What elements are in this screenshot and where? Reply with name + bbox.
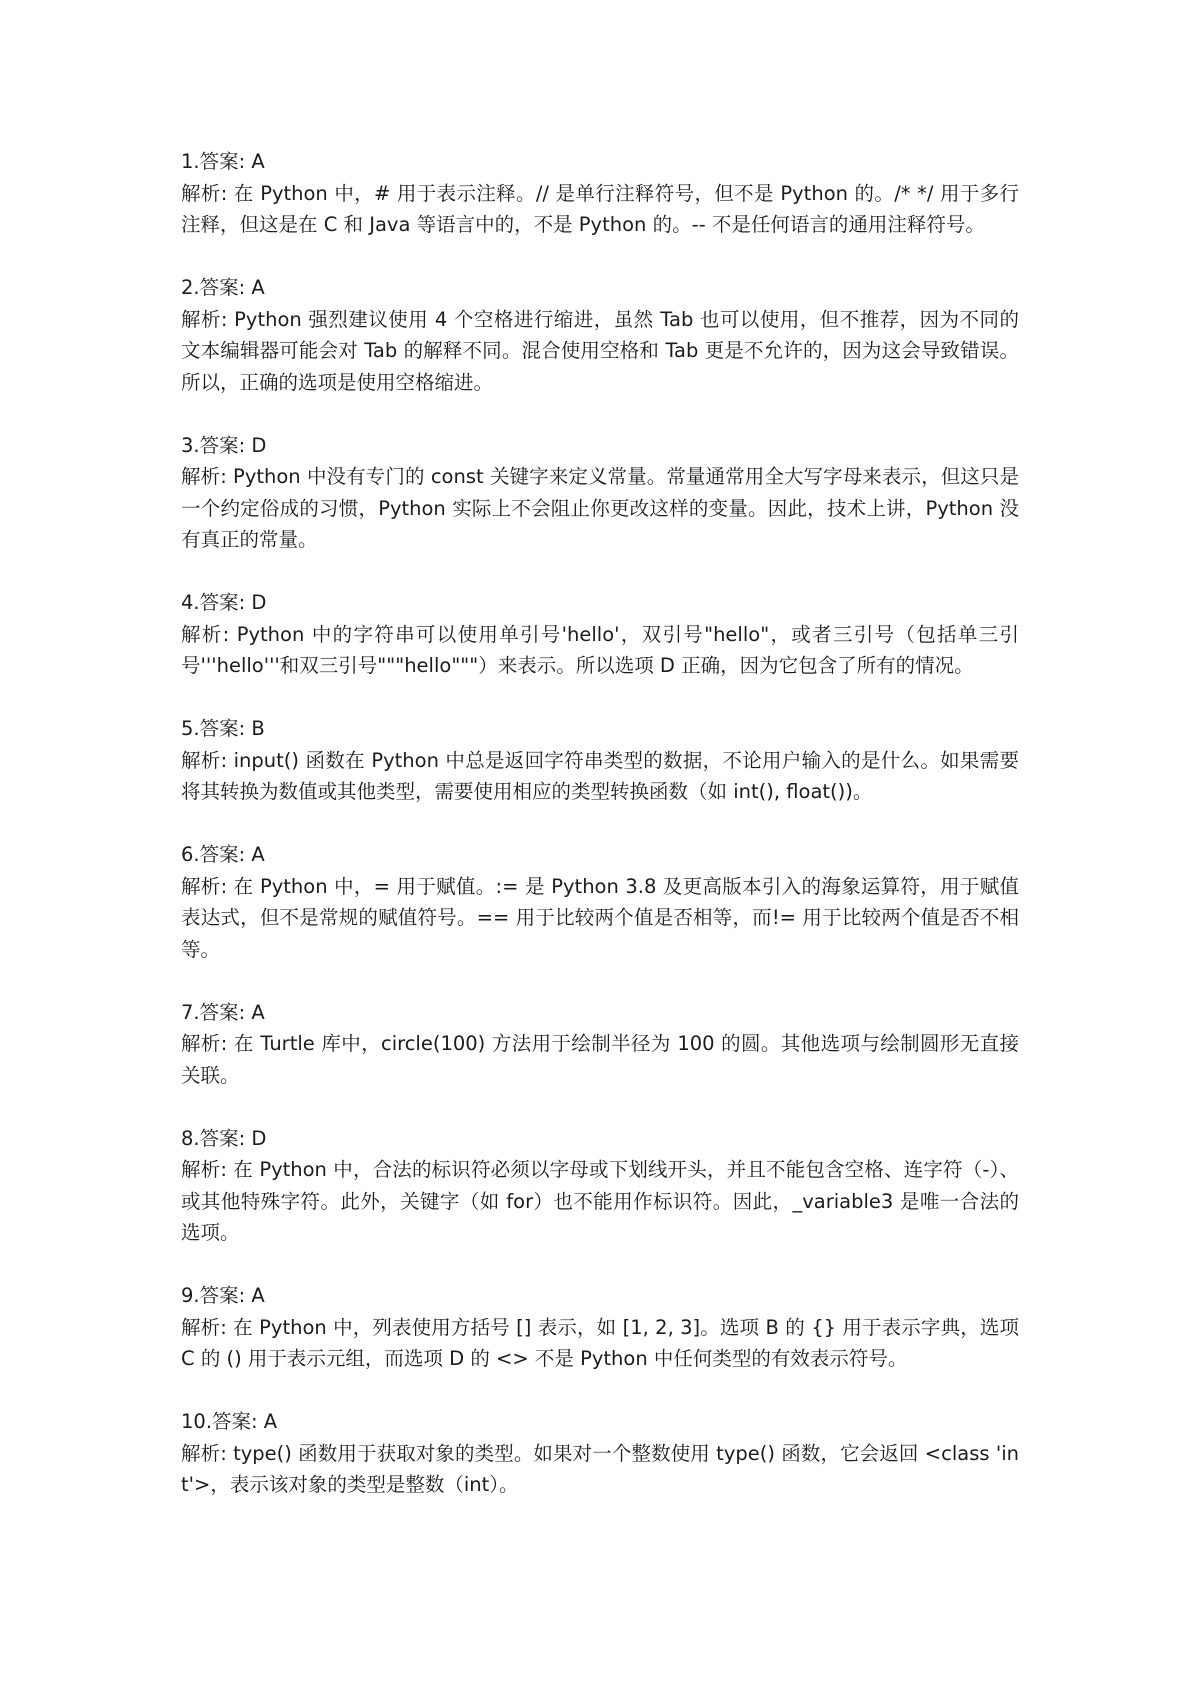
answer-label: 5.答案: B (181, 717, 265, 740)
answer-label: 10.答案: A (181, 1410, 278, 1433)
analysis-text: 解析: input() 函数在 Python 中总是返回字符串类型的数据，不论用户输入的是什么。如果需要将其转换为数值或其他类型，需要使用相应的类型转换函数（如 int(), float())。 (181, 748, 1019, 803)
answer-label: 2.答案: A (181, 276, 265, 299)
analysis-text: 解析: Python 中没有专门的 const 关键字来定义常量。常量通常用全大写字母来表示，但这只是一个约定俗成的习惯，Python 实际上不会阻止你更改这样的变量。因此，技术上讲，Python 没有真正的常量。 (181, 465, 1019, 551)
answer-label: 9.答案: A (181, 1284, 265, 1307)
answer-label: 6.答案: A (181, 843, 265, 866)
answer-item-2 (181, 272, 1019, 398)
analysis-text: 解析: Python 强烈建议使用 4 个空格进行缩进，虽然 Tab 也可以使用，但不推荐，因为不同的文本编辑器可能会对 Tab 的解释不同。混合使用空格和 Tab 更是不允许的，因为这会导致错误。所以，正确的选项是使用空格缩进。 (181, 307, 1019, 394)
answer-item-7 (181, 997, 1019, 1092)
answer-label: 1.答案: A (181, 150, 265, 173)
answer-item-4 (181, 587, 1019, 682)
answer-label: 4.答案: D (181, 591, 267, 614)
answer-item-8 (181, 1123, 1019, 1249)
analysis-text: 解析: 在 Python 中，列表使用方括号 [] 表示，如 [1, 2, 3]。选项 B 的 {} 用于表示字典，选项 C 的 () 用于表示元组，而选项 D 的 <> 不是 Python 中任何类型的有效表示符号。 (181, 1315, 1019, 1370)
analysis-text: 解析: 在 Python 中，# 用于表示注释。// 是单行注释符号，但不是 Python 的。/* */ 用于多行注释，但这是在 C 和 Java 等语言中的，不是 Python 的。-- 不是任何语言的通用注释符号。 (181, 181, 1019, 236)
analysis-text: 解析: type() 函数用于获取对象的类型。如果对一个整数使用 type() 函数，它会返回 <class 'int'>，表示该对象的类型是整数（int）。 (181, 1441, 1019, 1496)
answer-item-5 (181, 713, 1019, 808)
analysis-text: 解析: 在 Python 中，合法的标识符必须以字母或下划线开头，并且不能包含空格、连字符（-）、或其他特殊字符。此外，关键字（如 for）也不能用作标识符。因此，_variable3 是唯一合法的选项。 (181, 1158, 1019, 1244)
answer-document (181, 146, 1019, 1532)
answer-label: 7.答案: A (181, 1000, 265, 1024)
analysis-text: 解析: Python 中的字符串可以使用单引号'hello'，双引号"hello"，或者三引号（包括单三引号'''hello'''和双三引号"""hello"""）来表示。所以选项 D 正确，因为它包含了所有的情况。 (181, 622, 1019, 677)
analysis-text: 解析: 在 Turtle 库中，circle(100) 方法用于绘制半径为 100 的圆。其他选项与绘制圆形无直接关联。 (181, 1032, 1019, 1087)
answer-item-9 (181, 1280, 1019, 1375)
answer-item-3 (181, 430, 1019, 556)
answer-item-1 (181, 146, 1019, 241)
answer-item-10 (181, 1406, 1019, 1501)
analysis-text: 解析: 在 Python 中，= 用于赋值。:= 是 Python 3.8 及更高版本引入的海象运算符，用于赋值表达式，但不是常规的赋值符号。== 用于比较两个值是否相等，而!= 用于比较两个值是否不相等。 (181, 874, 1019, 961)
answer-label: 3.答案: D (181, 433, 267, 457)
answer-item-6 (181, 839, 1019, 965)
answer-label: 8.答案: D (181, 1126, 267, 1150)
